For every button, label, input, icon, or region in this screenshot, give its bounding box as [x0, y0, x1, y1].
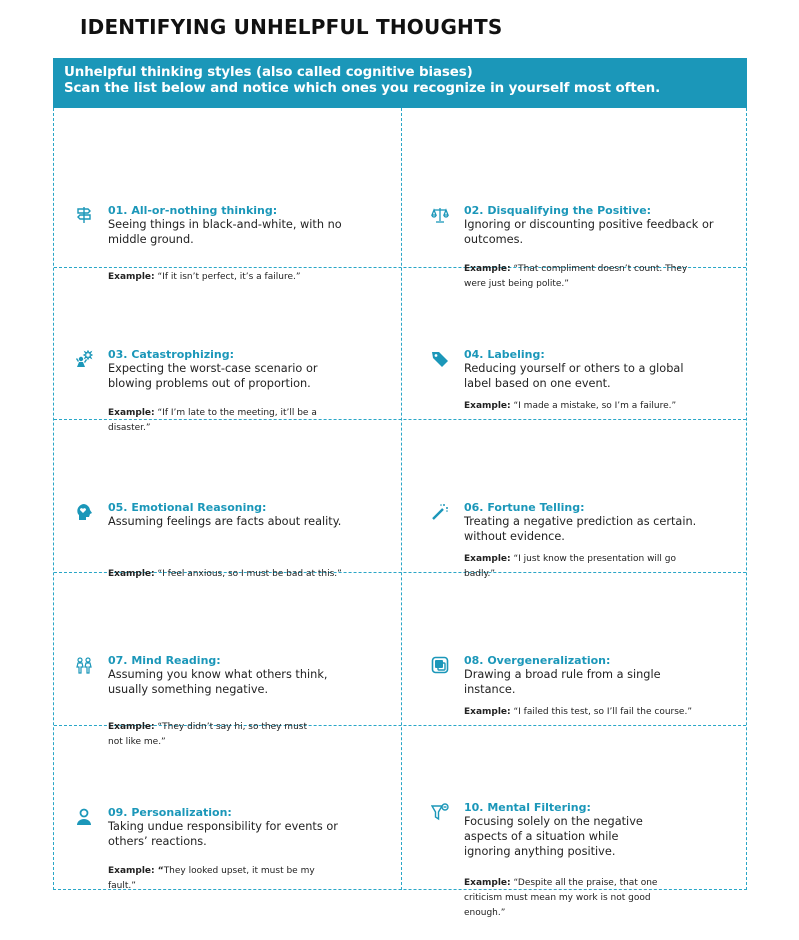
example-text: “I failed this test, so I’ll fail the course.” — [510, 707, 692, 717]
example-label: Example: — [464, 401, 511, 411]
card-title: 01. All-or-nothing thinking: — [108, 204, 278, 217]
card-example — [464, 399, 744, 414]
card-example — [108, 864, 328, 894]
card-example — [108, 567, 348, 582]
example-text: “They didn’t say hi, so they must not like me.” — [108, 722, 307, 747]
stressed-person-icon — [75, 350, 93, 368]
example-text: “I feel anxious, so I must be bad at this.” — [154, 569, 342, 579]
card-title: 07. Mind Reading: — [108, 654, 221, 667]
filter-icon — [431, 803, 449, 821]
card-title: 09. Personalization: — [108, 806, 232, 819]
example-label: Example: — [464, 707, 511, 717]
card-title: 05. Emotional Reasoning: — [108, 501, 267, 514]
card-example — [464, 876, 689, 921]
person-icon — [75, 808, 93, 826]
example-label: Example: “ — [108, 866, 164, 876]
card-description: Drawing a broad rule from a single instance. — [464, 668, 661, 696]
card-example — [464, 262, 709, 292]
card-title: 06. Fortune Telling: — [464, 501, 585, 514]
example-text: “That compliment doesn’t count. They were just being polite.” — [464, 264, 688, 289]
example-text: “If it isn’t perfect, it’s a failure.” — [154, 272, 301, 282]
card-description: Ignoring or discounting positive feedback or outcomes. — [464, 218, 714, 246]
column-divider — [401, 108, 402, 890]
card-title: 03. Catastrophizing: — [108, 348, 235, 361]
two-people-icon — [75, 656, 93, 674]
card-example — [108, 406, 323, 436]
example-text: “If I’m late to the meeting, it’ll be a disaster.” — [108, 408, 317, 433]
magic-wand-icon — [431, 503, 449, 521]
example-label: Example: — [464, 878, 511, 888]
overlapping-squares-icon — [431, 656, 449, 674]
example-text: “I made a mistake, so I’m a failure.” — [510, 401, 677, 411]
card-description: Seeing things in black-and-white, with no middle ground. — [108, 218, 342, 246]
scales-icon — [431, 206, 449, 224]
card-title: 08. Overgeneralization: — [464, 654, 611, 667]
banner-instruction: Scan the list below and notice which ones you recognize in yourself most often. — [64, 81, 661, 96]
card-description: Treating a negative prediction as certain. without evidence. — [464, 515, 697, 543]
card-description: Focusing solely on the negative aspects of a situation while ignoring anything positive. — [464, 815, 643, 858]
card-example — [464, 552, 694, 582]
card-title: 04. Labeling: — [464, 348, 545, 361]
tag-icon — [431, 350, 449, 368]
banner — [53, 58, 747, 108]
example-label: Example: — [108, 408, 155, 418]
thinking-styles-grid — [53, 108, 747, 918]
page-title: IDENTIFYING UNHELPFUL THOUGHTS — [80, 15, 503, 39]
card-description: Assuming you know what others think, usually something negative. — [108, 668, 328, 696]
card-title: 02. Disqualifying the Positive: — [464, 204, 652, 217]
banner-heading: Unhelpful thinking styles (also called cognitive biases) — [64, 65, 473, 80]
thinking-styles-panel — [53, 58, 747, 918]
signpost-icon — [75, 206, 93, 224]
card-description: Reducing yourself or others to a global label based on one event. — [464, 362, 684, 390]
card-example — [108, 720, 323, 750]
example-text: They looked upset, it must be my fault.” — [108, 866, 315, 891]
card-example — [108, 270, 348, 285]
card-description: Assuming feelings are facts about reality. — [108, 515, 342, 528]
card-title: 10. Mental Filtering: — [464, 801, 591, 814]
example-label: Example: — [464, 264, 511, 274]
example-label: Example: — [464, 554, 511, 564]
example-text: “I just know the presentation will go badly.” — [464, 554, 677, 579]
example-text: “Despite all the praise, that one criticism must mean my work is not good enough.” — [464, 878, 658, 918]
head-heart-icon — [75, 503, 93, 521]
example-label: Example: — [108, 569, 155, 579]
example-label: Example: — [108, 722, 155, 732]
card-description: Taking undue responsibility for events or others’ reactions. — [108, 820, 338, 848]
card-example — [464, 705, 699, 720]
example-label: Example: — [108, 272, 155, 282]
card-description: Expecting the worst-case scenario or blowing problems out of proportion. — [108, 362, 318, 390]
